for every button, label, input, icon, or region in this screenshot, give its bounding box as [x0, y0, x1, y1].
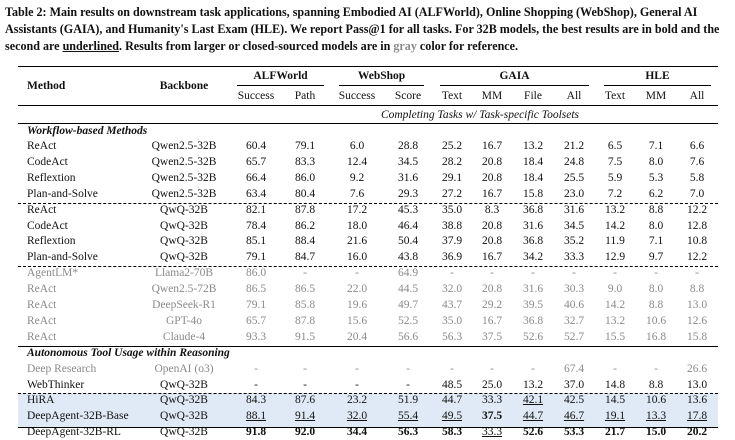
caption-underlined-word: underlined: [62, 39, 120, 53]
row-method: AgentLM*: [27, 267, 79, 280]
row-value: -: [572, 267, 576, 280]
row-backbone: Qwen2.5-32B: [151, 140, 217, 152]
row-value: 31.6: [522, 283, 544, 296]
header-bottom-rule: [18, 105, 718, 106]
header-subcol: Success: [338, 90, 376, 102]
row-backbone: QwQ-32B: [160, 235, 208, 248]
row-backbone: Claude-4: [162, 330, 206, 343]
row-value: 11.9: [605, 235, 625, 248]
row-value: 25.5: [563, 171, 585, 184]
header-subcol: File: [524, 90, 542, 102]
row-backbone: QwQ-32B: [160, 426, 208, 439]
row-value: 9.2: [349, 171, 365, 184]
row-value: -: [406, 378, 410, 391]
row-value: 7.6: [689, 155, 705, 168]
row-value: 10.8: [686, 235, 708, 248]
caption-text-1: Main results on downstream task applications, spanning Embodied AI (ALFWorld), Online Shopping (WebShop), General AI Assistants (GAIA), and Humanity's Last Exam (HLE). We report Pass@1 for all tasks. For 32B models, the best results are in bold and the second are: [5, 5, 720, 53]
header-group-webshop: WebShop: [357, 70, 406, 82]
row-value: 25.0: [481, 378, 503, 391]
header-group-gaia: GAIA: [499, 70, 530, 82]
row-value: 12.4: [346, 155, 368, 168]
row-value: 29.2: [481, 299, 503, 311]
row-value: -: [303, 378, 307, 391]
table-bottom-rule: [18, 427, 718, 428]
row-method: Reflextion: [27, 171, 76, 184]
row-value: -: [355, 378, 359, 391]
caption-gray-word: gray: [393, 39, 417, 53]
row-value: 31.6: [397, 171, 419, 184]
row-value: 12.9: [604, 251, 626, 264]
row-value: 79.1: [245, 299, 267, 311]
row-value: 46.7: [563, 410, 585, 423]
row-value: -: [613, 267, 617, 280]
separator-qwen-qwq: [18, 203, 718, 204]
row-value: 44.7: [441, 394, 463, 407]
separator-deepagent: [18, 393, 718, 394]
row-value: 84.3: [245, 394, 267, 407]
row-value: 7.5: [607, 155, 623, 168]
row-value: 9.0: [607, 283, 623, 296]
row-value: -: [531, 267, 535, 280]
row-value: 87.6: [294, 394, 316, 407]
row-value: 12.8: [686, 219, 708, 232]
row-value: 79.1: [294, 140, 316, 152]
row-method: ReAct: [27, 299, 57, 311]
row-method: Deep Research: [27, 362, 97, 375]
row-value: 14.5: [604, 394, 626, 407]
row-method: ReAct: [27, 140, 57, 152]
row-value: 83.3: [294, 155, 316, 168]
row-value: 42.5: [563, 394, 585, 407]
row-value: 24.8: [563, 155, 585, 168]
row-value: 35.0: [441, 203, 463, 216]
row-value: 8.8: [648, 203, 664, 216]
header-group-underline-3: [604, 85, 711, 86]
row-value: 15.0: [645, 426, 667, 439]
row-value: 20.8: [481, 171, 503, 184]
row-value: -: [355, 362, 359, 375]
row-value: 80.4: [294, 187, 316, 200]
row-value: 16.0: [346, 251, 368, 264]
row-value: 87.8: [294, 314, 316, 327]
section-title: Completing Tasks w/ Task-specific Toolsets: [380, 109, 580, 121]
header-subcol: All: [689, 90, 705, 102]
row-value: 84.7: [294, 251, 316, 264]
row-value: 29.1: [441, 171, 463, 184]
row-value: 52.6: [522, 330, 544, 343]
row-value: 86.0: [294, 171, 316, 184]
row-backbone: DeepSeek-R1: [152, 299, 216, 311]
header-group-hle: HLE: [645, 70, 670, 82]
row-value: 85.1: [245, 235, 267, 248]
row-value: 38.8: [441, 219, 463, 232]
row-value: 14.2: [604, 299, 626, 311]
row-value: 37.0: [563, 378, 585, 391]
row-value: 43.7: [441, 299, 463, 311]
caption-text-3: color for reference.: [416, 39, 519, 53]
row-value: 8.0: [648, 283, 664, 296]
header-group-underline-1: [339, 85, 424, 86]
row-value: 65.7: [245, 155, 267, 168]
row-value: 30.3: [563, 283, 585, 296]
row-value: 44.7: [522, 410, 544, 423]
row-value: 7.1: [648, 140, 664, 152]
row-method: CodeAct: [27, 219, 68, 232]
row-value: 20.2: [686, 426, 708, 439]
row-value: 17.8: [686, 410, 708, 423]
section-title-rule: [18, 123, 718, 124]
row-value: 78.4: [245, 219, 267, 232]
row-value: 16.8: [645, 330, 667, 343]
row-value: 91.5: [294, 330, 316, 343]
header-subcol: MM: [645, 90, 667, 102]
row-value: 32.7: [563, 314, 585, 327]
row-value: 55.4: [397, 410, 419, 423]
row-value: 66.4: [245, 171, 267, 184]
row-value: 8.8: [648, 299, 664, 311]
row-value: -: [450, 267, 454, 280]
row-value: -: [303, 267, 307, 280]
row-value: 20.8: [481, 283, 503, 296]
row-value: -: [254, 362, 258, 375]
header-backbone: Backbone: [159, 80, 209, 92]
table-caption: [5, 4, 731, 55]
row-backbone: QwQ-32B: [160, 378, 208, 391]
row-value: 52.5: [397, 314, 419, 327]
row-value: 23.2: [346, 394, 368, 407]
row-value: 49.7: [397, 299, 419, 311]
row-value: 6.2: [648, 187, 664, 200]
row-value: 13.2: [604, 203, 626, 216]
row-value: -: [450, 362, 454, 375]
row-value: 39.5: [522, 299, 544, 311]
row-value: 15.6: [346, 314, 368, 327]
header-group-underline-0: [237, 85, 324, 86]
row-value: 79.1: [245, 251, 267, 264]
row-method: DeepAgent-32B-RL: [27, 426, 121, 439]
row-value: -: [531, 362, 535, 375]
row-method: ReAct: [27, 330, 57, 343]
row-value: 13.0: [686, 378, 708, 391]
header-subcol: Text: [604, 90, 626, 102]
row-value: 5.8: [689, 171, 705, 184]
row-value: 8.3: [484, 203, 500, 216]
row-value: 67.4: [563, 362, 585, 375]
row-value: -: [654, 362, 658, 375]
row-value: 51.9: [397, 394, 419, 407]
row-value: 53.3: [563, 426, 585, 439]
row-value: 28.8: [397, 140, 419, 152]
row-backbone: Qwen2.5-32B: [151, 155, 217, 168]
row-value: 20.8: [481, 155, 503, 168]
row-value: 91.8: [245, 426, 267, 439]
row-value: 65.7: [245, 314, 267, 327]
header-group-underline-2: [440, 85, 589, 86]
row-value: 88.4: [294, 235, 316, 248]
row-value: 60.4: [245, 140, 267, 152]
row-value: 93.3: [245, 330, 267, 343]
row-value: -: [613, 362, 617, 375]
row-value: 13.2: [604, 314, 626, 327]
row-value: 36.8: [522, 235, 544, 248]
row-value: 15.8: [522, 187, 544, 200]
row-value: 33.3: [481, 394, 503, 407]
row-value: -: [355, 267, 359, 280]
row-backbone: GPT-4o: [166, 314, 202, 327]
row-value: 86.5: [294, 283, 316, 296]
row-value: 34.4: [346, 426, 368, 439]
row-value: 31.6: [522, 219, 544, 232]
row-value: 22.0: [346, 283, 368, 296]
row-value: 52.6: [522, 426, 544, 439]
row-value: 56.3: [397, 426, 419, 439]
subsection-workflow: Workflow-based Methods: [27, 125, 148, 137]
row-value: 20.4: [346, 330, 368, 343]
row-value: 33.3: [481, 426, 503, 439]
row-method: HiRA: [27, 394, 55, 407]
table-top-rule: [18, 66, 718, 67]
row-value: 9.7: [648, 251, 664, 264]
row-value: 58.3: [441, 426, 463, 439]
row-value: 27.2: [441, 187, 463, 200]
row-value: -: [406, 362, 410, 375]
row-value: 13.2: [522, 140, 544, 152]
row-backbone: QwQ-32B: [160, 251, 208, 264]
row-method: Plan-and-Solve: [27, 187, 98, 200]
row-value: 21.6: [346, 235, 368, 248]
row-value: 20.8: [481, 235, 503, 248]
row-method: ReAct: [27, 203, 57, 216]
row-value: 12.2: [686, 203, 708, 216]
row-value: 13.0: [686, 299, 708, 311]
header-subcol: All: [566, 90, 582, 102]
row-value: 18.4: [522, 171, 544, 184]
row-value: 36.8: [522, 314, 544, 327]
row-value: 36.9: [441, 251, 463, 264]
row-value: 56.3: [441, 330, 463, 343]
row-value: 20.8: [481, 219, 503, 232]
row-value: 86.2: [294, 219, 316, 232]
row-value: 19.6: [346, 299, 368, 311]
subsection-autonomous: Autonomous Tool Usage within Reasoning: [27, 346, 230, 359]
row-value: 82.1: [245, 203, 267, 216]
row-backbone: Qwen2.5-32B: [151, 171, 217, 184]
row-backbone: QwQ-32B: [160, 219, 208, 232]
row-value: 14.8: [604, 378, 626, 391]
row-value: 21.7: [604, 426, 626, 439]
row-value: 86.5: [245, 283, 267, 296]
row-method: WebThinker: [27, 378, 85, 391]
row-backbone: Qwen2.5-32B: [151, 187, 217, 200]
row-value: 26.6: [686, 362, 708, 375]
row-value: 50.4: [397, 235, 419, 248]
row-value: 21.2: [563, 140, 585, 152]
caption-label: Table 2:: [5, 5, 47, 19]
header-method: Method: [27, 80, 66, 92]
row-method: ReAct: [27, 283, 57, 296]
header-subcol: Score: [394, 90, 422, 102]
row-value: 35.2: [563, 235, 585, 248]
row-value: -: [490, 362, 494, 375]
header-group-alfworld: ALFWorld: [253, 70, 308, 82]
row-value: 35.0: [441, 314, 463, 327]
header-subcol: MM: [481, 90, 503, 102]
row-value: 92.0: [294, 426, 316, 439]
row-value: 7.0: [689, 187, 705, 200]
row-value: 10.6: [645, 394, 667, 407]
row-value: 33.3: [563, 251, 585, 264]
row-value: 52.7: [563, 330, 585, 343]
row-value: 29.3: [397, 187, 419, 200]
row-value: 48.5: [441, 378, 463, 391]
row-value: -: [490, 267, 494, 280]
row-value: 6.6: [689, 140, 705, 152]
row-value: 8.0: [648, 155, 664, 168]
row-value: 36.8: [522, 203, 544, 216]
row-value: 34.5: [397, 155, 419, 168]
row-value: 13.3: [645, 410, 667, 423]
row-value: 64.9: [397, 267, 419, 280]
row-value: 40.6: [563, 299, 585, 311]
row-value: 7.1: [648, 235, 664, 248]
row-value: 85.8: [294, 299, 316, 311]
row-value: 42.1: [522, 394, 544, 407]
row-value: 19.1: [604, 410, 626, 423]
row-backbone: OpenAI (o3): [154, 362, 214, 375]
row-value: 14.2: [604, 219, 626, 232]
row-value: -: [654, 267, 658, 280]
row-value: 12.2: [686, 251, 708, 264]
row-value: 5.9: [607, 171, 623, 184]
row-value: 8.0: [648, 219, 664, 232]
row-backbone: QwQ-32B: [160, 394, 208, 407]
header-subcol: Path: [294, 90, 316, 102]
row-value: 46.4: [397, 219, 419, 232]
row-value: 5.3: [648, 171, 664, 184]
row-method: Reflextion: [27, 235, 76, 248]
row-value: 6.5: [607, 140, 623, 152]
row-value: 91.4: [294, 410, 316, 423]
row-value: -: [303, 362, 307, 375]
row-value: 16.7: [481, 187, 503, 200]
row-value: 8.8: [689, 283, 705, 296]
row-value: 37.5: [481, 330, 503, 343]
row-value: 16.7: [481, 140, 503, 152]
row-value: 44.5: [397, 283, 419, 296]
row-value: 32.0: [441, 283, 463, 296]
row-value: 18.4: [522, 155, 544, 168]
row-value: -: [254, 378, 258, 391]
row-value: 15.8: [686, 330, 708, 343]
caption-text-2: . Results from larger or closed-sourced models are in: [119, 39, 394, 53]
row-value: 12.6: [686, 314, 708, 327]
row-value: 56.6: [397, 330, 419, 343]
separator-qwq-larger: [18, 266, 718, 267]
row-value: 13.6: [686, 394, 708, 407]
row-method: CodeAct: [27, 155, 68, 168]
row-value: 88.1: [245, 410, 267, 423]
row-value: 8.8: [648, 378, 664, 391]
row-method: DeepAgent-32B-Base: [27, 410, 129, 423]
row-value: 18.0: [346, 219, 368, 232]
row-backbone: QwQ-32B: [160, 203, 208, 216]
row-value: 23.0: [563, 187, 585, 200]
row-value: 63.4: [245, 187, 267, 200]
row-value: 37.9: [441, 235, 463, 248]
row-backbone: Qwen2.5-72B: [151, 283, 217, 296]
row-value: 86.0: [245, 267, 267, 280]
row-backbone: QwQ-32B: [160, 410, 208, 423]
row-value: 13.2: [522, 378, 544, 391]
row-value: -: [695, 267, 699, 280]
row-value: 45.3: [397, 203, 419, 216]
row-backbone: Llama2-70B: [154, 267, 214, 280]
header-subcol: Text: [441, 90, 463, 102]
row-value: 31.6: [563, 203, 585, 216]
row-value: 28.2: [441, 155, 463, 168]
row-value: 34.5: [563, 219, 585, 232]
row-value: 34.2: [522, 251, 544, 264]
row-value: 37.5: [481, 410, 503, 423]
row-value: 10.6: [645, 314, 667, 327]
row-value: 32.0: [346, 410, 368, 423]
row-value: 25.2: [441, 140, 463, 152]
row-value: 16.7: [481, 251, 503, 264]
row-value: 49.5: [441, 410, 463, 423]
row-value: 87.8: [294, 203, 316, 216]
row-value: 16.7: [481, 314, 503, 327]
row-value: 7.2: [607, 187, 623, 200]
row-value: 17.2: [346, 203, 368, 216]
row-value: 6.0: [349, 140, 365, 152]
row-method: ReAct: [27, 314, 57, 327]
row-value: 15.5: [604, 330, 626, 343]
row-method: Plan-and-Solve: [27, 251, 98, 264]
header-subcol: Success: [237, 90, 275, 102]
row-value: 7.6: [349, 187, 365, 200]
row-value: 43.8: [397, 251, 419, 264]
